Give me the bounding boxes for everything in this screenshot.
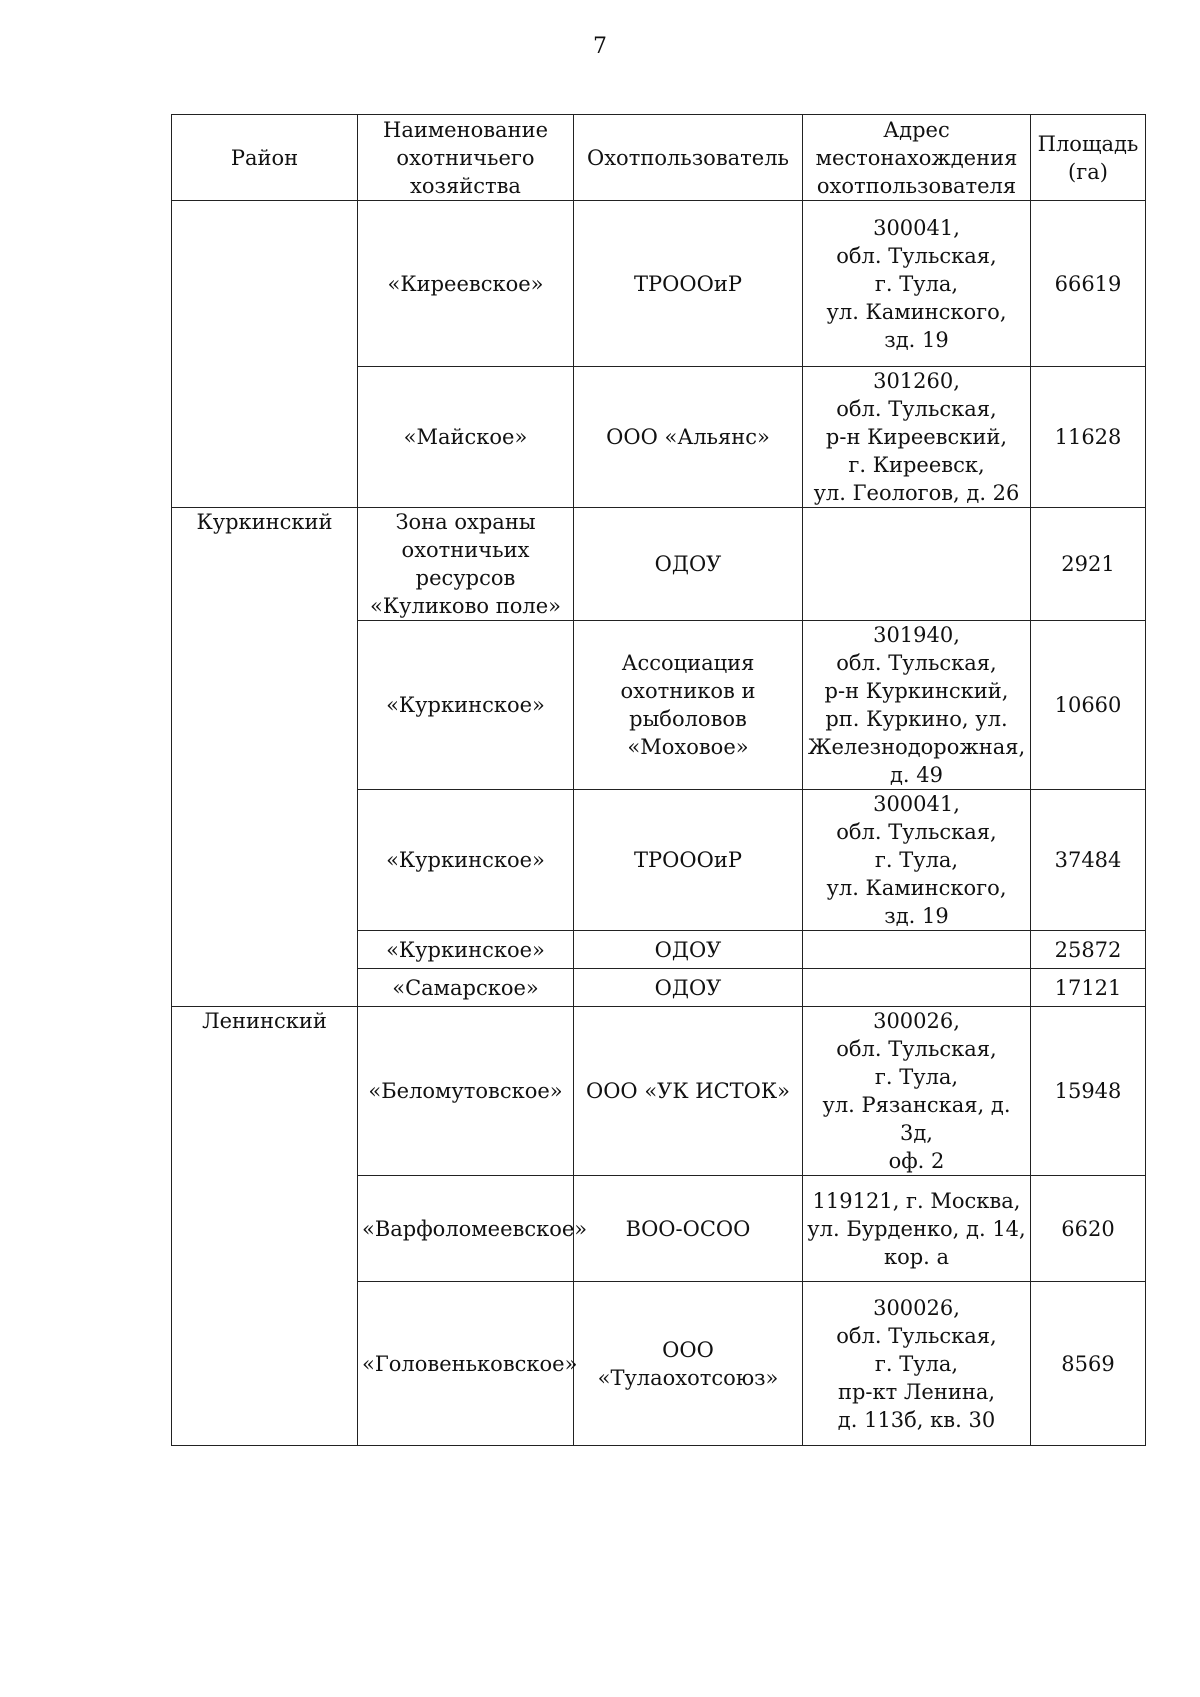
cell-hunting-ground-name: «Киреевское» [358,201,574,367]
cell-hunting-ground-name: «Майское» [358,367,574,508]
table-row [172,931,1146,969]
cell-address [803,931,1031,969]
cell-address: 119121, г. Москва, ул. Бурденко, д. 14, кор. а [803,1176,1031,1282]
cell-district [172,1176,358,1282]
cell-hunting-user: ТРОООиР [574,201,803,367]
cell-hunting-ground-name: «Самарское» [358,969,574,1007]
cell-address: 301940, обл. Тульская, р-н Куркинский, рп. Куркино, ул. Железнодорожная, д. 49 [803,621,1031,790]
cell-hunting-user: ОДОУ [574,931,803,969]
cell-hunting-ground-name: «Куркинское» [358,931,574,969]
cell-area: 6620 [1031,1176,1146,1282]
cell-district [172,621,358,790]
cell-hunting-user: ООО «Тулаохотсоюз» [574,1282,803,1446]
table-row [172,508,1146,621]
cell-district: Ленинский [172,1007,358,1176]
cell-hunting-ground-name: «Беломутовское» [358,1007,574,1176]
cell-hunting-ground-name: Зона охраны охотничьих ресурсов «Куликово поле» [358,508,574,621]
cell-hunting-user: Ассоциация охотников и рыболовов «Моховое» [574,621,803,790]
cell-area: 15948 [1031,1007,1146,1176]
cell-area: 10660 [1031,621,1146,790]
header-address: Адрес местонахождения охотпользователя [803,115,1031,201]
header-hunting-user: Охотпользователь [574,115,803,201]
cell-area: 37484 [1031,790,1146,931]
cell-hunting-user: ТРОООиР [574,790,803,931]
cell-area: 2921 [1031,508,1146,621]
cell-address: 300041, обл. Тульская, г. Тула, ул. Каминского, зд. 19 [803,201,1031,367]
page-number: 7 [593,34,607,59]
table-row [172,1007,1146,1176]
table-row [172,969,1146,1007]
cell-address [803,508,1031,621]
table-row [172,1282,1146,1446]
cell-hunting-user: ОДОУ [574,969,803,1007]
table-row [172,621,1146,790]
cell-hunting-ground-name: «Головеньковское» [358,1282,574,1446]
table-row [172,201,1146,367]
cell-hunting-ground-name: «Варфоломеевское» [358,1176,574,1282]
cell-area: 17121 [1031,969,1146,1007]
cell-district [172,201,358,367]
cell-area: 11628 [1031,367,1146,508]
cell-district [172,790,358,931]
cell-district [172,1282,358,1446]
cell-hunting-user: ООО «УК ИСТОК» [574,1007,803,1176]
cell-district: Куркинский [172,508,358,621]
cell-address: 300026, обл. Тульская, г. Тула, ул. Рязанская, д. 3д, оф. 2 [803,1007,1031,1176]
cell-hunting-ground-name: «Куркинское» [358,790,574,931]
cell-district [172,367,358,508]
table-header-row [172,115,1146,201]
cell-address: 300041, обл. Тульская, г. Тула, ул. Каминского, зд. 19 [803,790,1031,931]
cell-area: 25872 [1031,931,1146,969]
cell-area: 8569 [1031,1282,1146,1446]
cell-hunting-user: ООО «Альянс» [574,367,803,508]
cell-address [803,969,1031,1007]
header-hunting-ground-name: Наименование охотничьего хозяйства [358,115,574,201]
cell-district [172,931,358,969]
cell-hunting-user: ОДОУ [574,508,803,621]
header-district: Район [172,115,358,201]
cell-address: 300026, обл. Тульская, г. Тула, пр-кт Ленина, д. 113б, кв. 30 [803,1282,1031,1446]
cell-district [172,969,358,1007]
cell-hunting-ground-name: «Куркинское» [358,621,574,790]
table-row [172,790,1146,931]
cell-area: 66619 [1031,201,1146,367]
cell-address: 301260, обл. Тульская, р-н Киреевский, г. Киреевск, ул. Геологов, д. 26 [803,367,1031,508]
table-row [172,367,1146,508]
header-area: Площадь (га) [1031,115,1146,201]
cell-hunting-user: ВОО-ОСОО [574,1176,803,1282]
hunting-grounds-table [171,114,1146,1446]
table-row [172,1176,1146,1282]
